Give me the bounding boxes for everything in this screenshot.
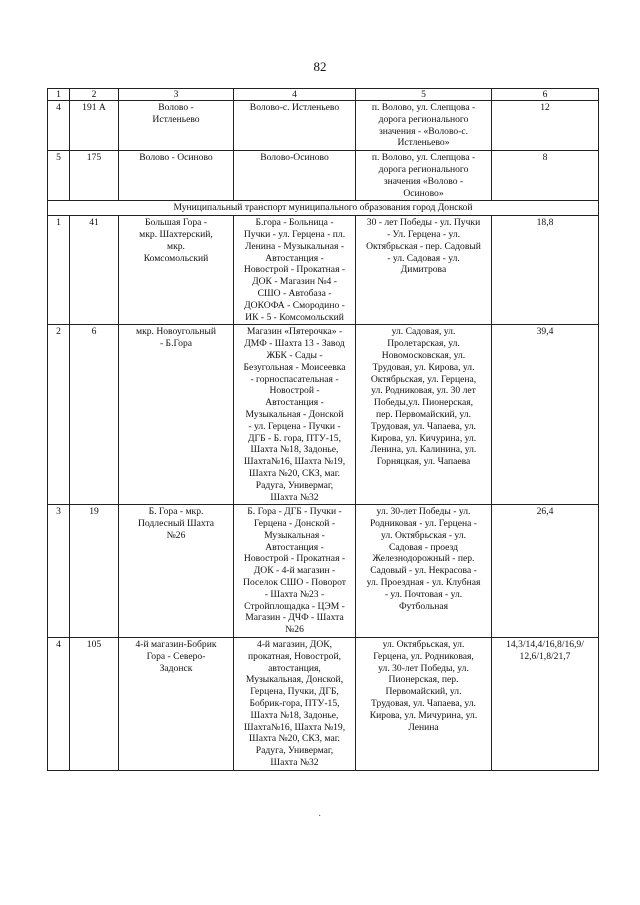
column-header: 3 <box>119 89 234 101</box>
route-streets: ул. 30-лет Победы - ул. Родниковая - ул. Герцена - ул. Октябрьская - ул. Садовая - проезд Железнодорожный - пер. Садовый - ул. Некрасова - ул. Проездная - ул. Клубная - ул. Почтовая - ул. Футбольная <box>356 505 492 638</box>
table-row <box>48 325 599 505</box>
route-stops: Волово-с. Истленьево <box>234 101 356 151</box>
route-stops: Б.гора - Больница - Пучки - ул. Герцена - пл. Ленина - Музыкальная - Автостанция - Новострой - Прокатная - ДОК - Магазин №4 - СШО - Автобаза - ДОКОФА - Смородино - ИК - 5 - Комсомольский <box>234 216 356 325</box>
route-name: Волово - Истленьево <box>119 101 234 151</box>
scan-dot: · <box>318 811 322 822</box>
section-title: Муниципальный транспорт муниципального образования город Донской <box>48 201 599 216</box>
row-number: 4 <box>48 638 70 771</box>
section-row <box>48 201 599 216</box>
route-name: Волово - Осиново <box>119 151 234 201</box>
row-number: 4 <box>48 101 70 151</box>
column-header: 5 <box>356 89 492 101</box>
route-stops: Магазин «Пятерочка» - ДМФ - Шахта 13 - Завод ЖБК - Сады - Безугольная - Моисеевка - горноспасательная - Новострой - Автостанция - Музыкальная - Донской - ул. Герцена - Пучки - ДГБ - Б. гора, ПТУ-15, Шахта №18, Задонье, Шахта№16, Шахта №19, Шахта №20, СКЗ, маг. Радуга, Универмаг, Шахта №32 <box>234 325 356 505</box>
table-row <box>48 505 599 638</box>
column-header: 6 <box>492 89 599 101</box>
row-number: 2 <box>48 325 70 505</box>
route-name: Большая Гора - мкр. Шахтерский, мкр. Комсомольский <box>119 216 234 325</box>
route-number: 105 <box>70 638 119 771</box>
route-stops: Волово-Осиново <box>234 151 356 201</box>
column-header: 2 <box>70 89 119 101</box>
route-length: 18,8 <box>492 216 599 325</box>
route-length: 12 <box>492 101 599 151</box>
route-number: 175 <box>70 151 119 201</box>
route-stops: 4-й магазин, ДОК, прокатная, Новострой, автостанция, Музыкальная, Донской, Герцена, Пучки, ДГБ, Бобрик-гора, ПТУ-15, Шахта №18, Задонье, Шахта№16, Шахта №19, Шахта №20, СКЗ, маг. Радуга, Универмаг, Шахта №32 <box>234 638 356 771</box>
route-length: 39,4 <box>492 325 599 505</box>
route-length: 8 <box>492 151 599 201</box>
column-header-row <box>48 89 599 101</box>
column-header: 1 <box>48 89 70 101</box>
route-streets: ул. Октябрьская, ул. Герцена, ул. Родниковая, ул. 30-лет Победы, ул. Пионерская, пер. Первомайский, ул. Трудовая, ул. Чапаева, ул. Кирова, ул. Мичурина, ул. Ленина <box>356 638 492 771</box>
table-row <box>48 151 599 201</box>
route-name: мкр. Новоугольный - Б.Гора <box>119 325 234 505</box>
routes-table <box>47 88 599 771</box>
column-header: 4 <box>234 89 356 101</box>
row-number: 3 <box>48 505 70 638</box>
route-length: 14,3/14,4/16,8/16,9/ 12,6/1,8/21,7 <box>492 638 599 771</box>
route-streets: ул. Садовая, ул. Пролетарская, ул. Новомосковская, ул. Трудовая, ул. Кирова, ул. Октябрьская, ул. Герцена, ул. Родниковая, ул. 30 лет Победы,ул. Пионерская, пер. Первомайский, ул. Трудовая, ул. Чапаева, ул. Кирова, ул. Кичурина, ул. Ленина, ул. Калинина, ул. Горняцкая, ул. Чапаева <box>356 325 492 505</box>
row-number: 5 <box>48 151 70 201</box>
row-number: 1 <box>48 216 70 325</box>
route-streets: п. Волово, ул. Слепцова - дорога регионального значения - «Волово-с. Истленьево» <box>356 101 492 151</box>
route-length: 26,4 <box>492 505 599 638</box>
route-name: Б. Гора - мкр. Подлесный Шахта №26 <box>119 505 234 638</box>
route-name: 4-й магазин-Бобрик Гора - Северо- Задонск <box>119 638 234 771</box>
table-row <box>48 216 599 325</box>
route-number: 6 <box>70 325 119 505</box>
route-number: 19 <box>70 505 119 638</box>
route-stops: Б. Гора - ДГБ - Пучки - Герцена - Донской - Музыкальная - Автостанция - Новострой - Прокатная - ДОК - 4-й магазин - Поселок СШО - Поворот - Шахта №23 - Стройплощадка - ЦЭМ - Магазин - ДЧФ - Шахта №26 <box>234 505 356 638</box>
page-number: 82 <box>313 59 327 74</box>
route-number: 191 А <box>70 101 119 151</box>
route-streets: 30 - лет Победы - ул. Пучки - Ул. Герцена - ул. Октябрьская - пер. Садовый - ул. Садовая - ул. Димитрова <box>356 216 492 325</box>
table-row <box>48 638 599 771</box>
table-row <box>48 101 599 151</box>
route-streets: п. Волово, ул. Слепцова - дорога регионального значения «Волово - Осиново» <box>356 151 492 201</box>
route-number: 41 <box>70 216 119 325</box>
